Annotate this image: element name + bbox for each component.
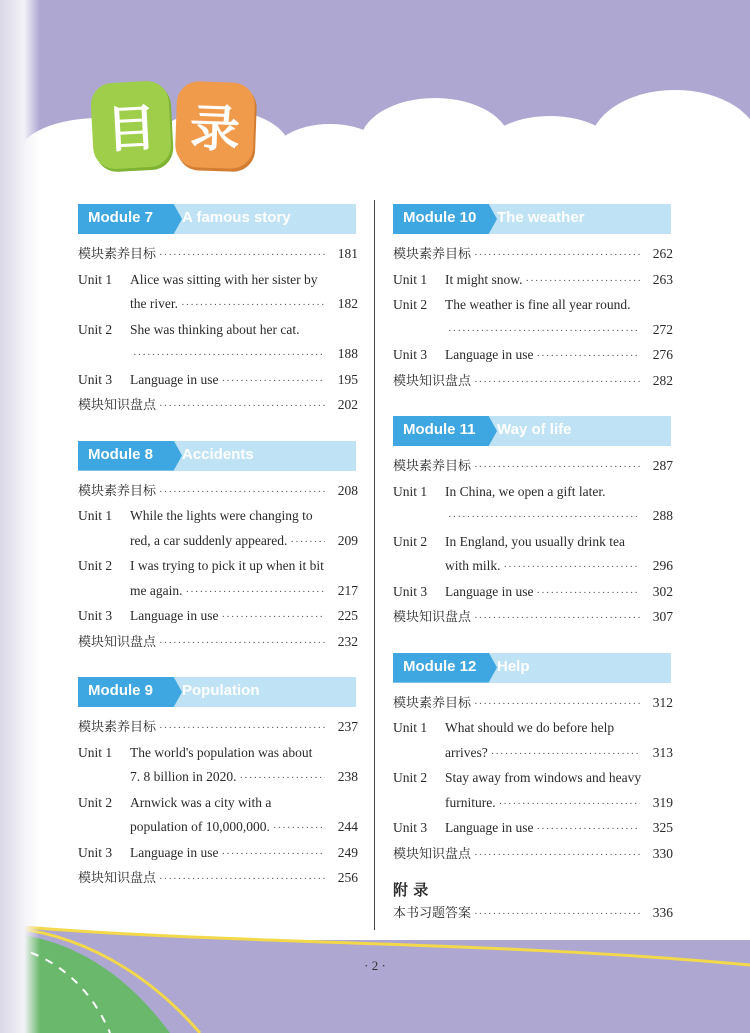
toc-entry[interactable] [78,741,358,791]
module-header[interactable] [393,416,673,446]
toc-entry[interactable] [393,716,673,766]
entry-title: Stay away from windows and heavy [445,770,642,785]
entry-title: What should we do before help [445,720,615,735]
entry-title: Arnwick was a city with a [130,794,272,810]
entry-label: 模块素养目标 [393,247,472,262]
dot-leader [474,843,640,868]
entry-label: 模块知识盘点 [393,846,472,862]
dot-leader [448,505,640,530]
module-gap [78,419,358,441]
entry-label: 模块素养目标 [78,247,157,262]
module-title: The weather [497,209,585,226]
entry-title: Language in use [130,844,219,860]
entry-label: Unit 3 [393,820,428,835]
module-title: A famous story [182,209,291,226]
module-gap [78,655,358,677]
entry-title: with milk. [445,558,501,573]
toc-entry[interactable] [78,866,358,892]
dot-leader [474,455,640,480]
page-ref: 217 [337,582,358,598]
toc-entry[interactable] [393,343,673,369]
toc-line [393,842,673,868]
toc-entry[interactable] [78,242,358,268]
dot-leader [221,369,325,394]
page-ref: 276 [652,347,673,362]
dot-leader [474,606,640,631]
toc-line [78,579,358,605]
entry-title: It might snow. [445,271,523,287]
toc-line [78,841,358,867]
toc-line [78,529,358,555]
page-ref: 238 [337,769,358,784]
entry-label: Unit 3 [78,371,113,387]
dot-leader [474,902,640,927]
entry-title: Language in use [130,371,219,387]
toc-line [78,479,358,505]
dot-leader [159,631,325,656]
page-ref: 336 [652,905,673,920]
toc-line [393,716,673,741]
toc-line [393,268,673,294]
toc-entry[interactable] [393,580,673,606]
page-ref: 195 [337,371,358,387]
toc-line [78,866,358,892]
entry-label: Unit 3 [78,608,113,623]
toc-entry[interactable] [393,605,673,631]
toc-entry[interactable] [78,715,358,741]
dot-leader [240,766,325,791]
toc-line [78,342,358,368]
module-header[interactable] [393,204,673,234]
page-ref: 262 [652,246,673,261]
module-header[interactable] [78,204,358,234]
toc-line [78,630,358,656]
toc-line [393,691,673,717]
module-gap [393,394,673,416]
dot-leader [474,692,640,717]
toc-line [393,530,673,555]
module-number: Module 7 [88,209,154,226]
entry-title: population of 10,000,000. [130,819,270,834]
page-ref: 302 [652,583,673,599]
toc-line [78,554,358,579]
module-title: Population [182,682,260,699]
entry-label: 模块素养目标 [78,720,157,735]
right-column [393,204,673,927]
dot-leader [290,530,325,555]
toc-entry[interactable] [78,368,358,394]
module-number: Module 9 [88,682,154,699]
dot-leader [536,344,640,369]
entry-title: The world's population was about [130,744,313,760]
toc-line [393,504,673,530]
entry-title: furniture. [445,794,496,810]
page-ref: 208 [337,482,358,498]
book-spine-shadow [0,0,40,1033]
dot-leader [273,816,325,841]
page-ref: 288 [652,508,673,523]
module-number: Module 8 [88,445,154,463]
toc-line [393,766,673,791]
entry-title: Language in use [130,608,219,623]
page-ref: 312 [652,694,673,710]
entry-title: In England, you usually drink tea [445,533,625,549]
module-number: Module 12 [403,657,477,675]
entry-title: the river. [130,296,178,311]
entry-label: Unit 2 [78,558,113,573]
dot-leader [221,842,325,867]
entry-label: Unit 2 [78,794,113,810]
column-divider [374,200,375,930]
toc-line [393,318,673,344]
page-ref: 256 [337,870,358,885]
toc-line [393,605,673,631]
entry-label: 模块知识盘点 [393,373,472,389]
entry-label: Unit 1 [78,508,113,523]
page-ref: 263 [652,271,673,287]
toc-entry[interactable] [78,841,358,867]
dot-leader [474,370,640,395]
toc-line [78,815,358,841]
toc-line [78,715,358,741]
module-header[interactable] [78,677,358,707]
dot-leader [185,580,325,605]
toc-line [78,504,358,529]
toc-line [78,765,358,791]
entry-label: Unit 2 [393,770,428,785]
entry-label: 本书习题答案 [393,906,472,921]
page-ref: 244 [337,819,358,834]
page-ref: 282 [652,372,673,388]
toc-entry[interactable] [78,504,358,554]
dot-leader [181,293,325,318]
toc-line [393,901,673,927]
entry-label: 模块素养目标 [78,483,157,499]
toc-line [78,368,358,394]
toc-line [393,369,673,395]
toc-entry[interactable] [78,479,358,505]
dot-leader [504,555,640,580]
entry-label: 模块素养目标 [393,459,472,474]
toc-line [393,554,673,580]
dot-leader [474,243,640,268]
toc-line [78,393,358,419]
entry-title: The weather is fine all year round. [445,297,631,312]
dot-leader [448,319,640,344]
toc-line [393,480,673,505]
page-number: · 2 · [364,958,386,973]
page-ref: 307 [652,609,673,624]
page-ref: 209 [337,532,358,548]
toc-line [78,791,358,816]
dot-leader [159,394,325,419]
module-number: Module 10 [403,209,477,226]
entry-title: red, a car suddenly appeared. [130,532,288,548]
entry-label: Unit 3 [393,583,428,599]
entry-label: Unit 2 [393,533,428,549]
toc-entry[interactable] [393,901,673,927]
toc-line [78,242,358,268]
toc-entry[interactable] [393,842,673,868]
module-gap [393,631,673,653]
module-title: Way of life [497,421,572,438]
page-ref: 182 [337,296,358,311]
page-ref: 313 [652,744,673,760]
toc-line [78,604,358,630]
entry-title: arrives? [445,744,488,760]
page-ref: 319 [652,794,673,810]
page-ref: 287 [652,458,673,473]
dot-leader [499,792,640,817]
toc-line [78,292,358,318]
toc-line [393,242,673,268]
entry-label: Unit 1 [393,483,428,499]
toc-entry[interactable] [393,369,673,395]
toc-entry[interactable] [393,454,673,480]
dot-leader [159,480,325,505]
toc-line [393,343,673,369]
page-ref: 188 [337,346,358,361]
dot-leader [536,817,640,842]
entry-title: In China, we open a gift later. [445,483,606,499]
module-title: Accidents [182,445,254,463]
toc-entry[interactable] [78,791,358,841]
toc-line [78,268,358,293]
dot-leader [159,867,325,892]
toc-line [393,293,673,318]
appendix-title: 附 录 [393,881,429,899]
toc-line [393,816,673,842]
toc-line [393,454,673,480]
entry-title: While the lights were changing to [130,508,313,523]
toc-entry[interactable] [393,691,673,717]
dot-leader [526,269,641,294]
toc-line [78,318,358,343]
entry-label: 模块知识盘点 [78,871,157,886]
entry-label: Unit 3 [78,844,113,860]
toc-line [393,580,673,606]
toc-entry[interactable] [78,630,358,656]
entry-label: 模块知识盘点 [78,398,157,413]
toc-entry[interactable] [78,268,358,318]
dot-leader [536,581,640,606]
entry-label: Unit 2 [78,321,113,337]
entry-label: 模块知识盘点 [78,634,157,650]
page-ref: 249 [337,844,358,860]
entry-title: Language in use [445,820,534,835]
toc-line [78,741,358,766]
entry-title: Language in use [445,347,534,362]
toc-entry[interactable] [78,604,358,630]
title-char-2: 录 [175,81,256,170]
entry-title: I was trying to pick it up when it bit [130,558,324,573]
page-ref: 202 [337,397,358,412]
entry-label: 模块素养目标 [393,695,472,711]
page-ref: 181 [337,246,358,261]
toc-entry[interactable] [393,766,673,816]
toc-entry[interactable] [78,554,358,604]
module-header[interactable] [78,441,358,471]
entry-title: Alice was sitting with her sister by [130,271,318,287]
page-ref: 330 [652,845,673,861]
page-ref: 225 [337,608,358,623]
toc-entry[interactable] [393,242,673,268]
dot-leader [133,343,325,368]
toc-entry[interactable] [393,480,673,530]
dot-leader [491,742,640,767]
module-title: Help [497,657,530,675]
entry-label: Unit 3 [393,347,428,362]
toc-entry[interactable] [393,530,673,580]
toc-line [393,791,673,817]
entry-label: Unit 1 [393,271,428,287]
dot-leader [159,716,325,741]
dot-leader [159,243,325,268]
page-ref: 325 [652,820,673,835]
toc-entry[interactable] [393,268,673,294]
module-number: Module 11 [403,421,476,438]
entry-title: me again. [130,582,183,598]
page-ref: 272 [652,321,673,337]
page-ref: 237 [337,719,358,734]
left-column [78,204,358,892]
toc-line [393,741,673,767]
dot-leader [221,605,325,630]
title-char-1: 目 [90,80,172,170]
toc-entry[interactable] [78,318,358,368]
toc-entry[interactable] [393,816,673,842]
entry-label: Unit 1 [78,744,113,760]
entry-title: 7. 8 billion in 2020. [130,769,237,784]
module-header[interactable] [393,653,673,683]
entry-label: Unit 2 [393,297,428,312]
page-ref: 296 [652,558,673,573]
page-ref: 232 [337,633,358,649]
toc-entry[interactable] [78,393,358,419]
entry-label: Unit 1 [78,271,113,287]
toc-entry[interactable] [393,293,673,343]
entry-title: Language in use [445,583,534,599]
entry-title: She was thinking about her cat. [130,321,300,337]
entry-label: 模块知识盘点 [393,610,472,625]
entry-label: Unit 1 [393,720,428,735]
